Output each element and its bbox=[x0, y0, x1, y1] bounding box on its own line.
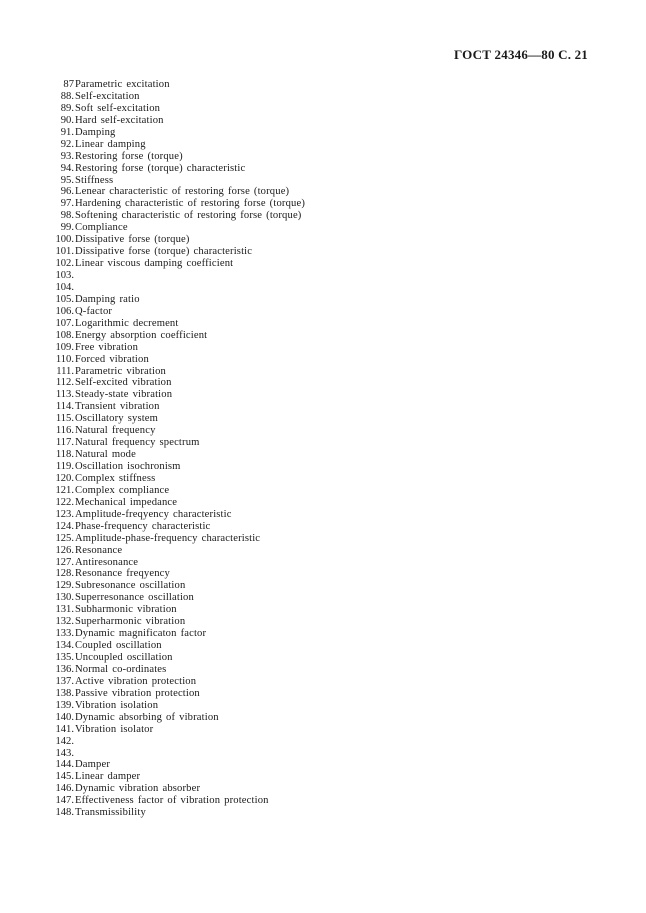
term-row bbox=[50, 270, 590, 282]
term-row bbox=[50, 318, 590, 330]
term-text: Dynamic vibration absorber bbox=[75, 783, 201, 795]
term-text: Lenear characteristic of restoring forse (torque) bbox=[75, 186, 290, 198]
term-text: Uncoupled oscillation bbox=[75, 652, 173, 663]
term-row bbox=[50, 79, 590, 91]
term-number: 122. bbox=[55, 496, 74, 508]
term-text: Coupled oscillation bbox=[75, 640, 162, 652]
term-text: Restoring forse (torque) characteristic bbox=[75, 162, 246, 174]
term-row bbox=[50, 294, 590, 306]
term-row bbox=[50, 198, 590, 210]
term-number: 110. bbox=[55, 353, 74, 365]
term-number: 141. bbox=[55, 723, 74, 735]
term-row bbox=[50, 389, 590, 401]
term-number: 132. bbox=[55, 616, 74, 628]
term-row bbox=[50, 258, 590, 270]
term-number: 88. bbox=[60, 90, 74, 102]
term-text: Soft self-excitation bbox=[75, 102, 161, 114]
term-number: 131. bbox=[55, 604, 74, 616]
term-number: 146. bbox=[55, 783, 74, 795]
term-number: 120. bbox=[55, 472, 74, 484]
term-number: 100. bbox=[55, 234, 74, 246]
term-number: 97. bbox=[60, 198, 74, 210]
term-row bbox=[50, 461, 590, 473]
term-text: Self-excitation bbox=[75, 90, 140, 102]
term-number: 145. bbox=[55, 771, 74, 783]
term-list bbox=[50, 79, 590, 819]
term-number: 92. bbox=[60, 138, 74, 150]
term-row bbox=[50, 783, 590, 795]
term-row bbox=[50, 533, 590, 545]
term-row bbox=[50, 163, 590, 175]
term-text: Damping bbox=[75, 126, 116, 138]
term-row bbox=[50, 449, 590, 461]
term-text: Complex stiffness bbox=[75, 472, 156, 484]
term-number: 116. bbox=[55, 425, 74, 437]
term-text: Dissipative forse (torque) bbox=[75, 234, 190, 246]
term-row bbox=[50, 366, 590, 378]
term-text: Normal co-ordinates bbox=[75, 663, 167, 675]
term-text: Subresonance oscillation bbox=[75, 580, 186, 592]
term-text: Effectiveness factor of vibration protection bbox=[75, 795, 269, 807]
term-text: Vibration isolation bbox=[75, 699, 159, 711]
term-number: 87 bbox=[63, 79, 74, 90]
term-row bbox=[50, 664, 590, 676]
term-row bbox=[50, 127, 590, 139]
term-row bbox=[50, 748, 590, 760]
term-number: 94. bbox=[60, 162, 74, 174]
term-text: Parametric excitation bbox=[75, 79, 170, 90]
term-text: Active vibration protection bbox=[75, 675, 197, 687]
term-number: 90. bbox=[60, 114, 74, 126]
term-row bbox=[50, 401, 590, 413]
term-number: 124. bbox=[55, 520, 74, 532]
term-text: Phase-frequency characteristic bbox=[75, 520, 211, 532]
term-row bbox=[50, 437, 590, 449]
term-text: Compliance bbox=[75, 222, 128, 234]
term-row bbox=[50, 771, 590, 783]
term-text: Natural frequency bbox=[75, 425, 156, 437]
term-row bbox=[50, 712, 590, 724]
term-text: Oscillatory system bbox=[75, 413, 159, 425]
term-number: 121. bbox=[55, 484, 74, 496]
term-row bbox=[50, 592, 590, 604]
term-text: Damper bbox=[75, 759, 111, 771]
term-text: Linear damping bbox=[75, 138, 146, 150]
term-row bbox=[50, 795, 590, 807]
term-number: 138. bbox=[55, 687, 74, 699]
term-text: Transmissibility bbox=[75, 807, 146, 819]
term-row bbox=[50, 413, 590, 425]
term-text: Transient vibration bbox=[75, 401, 160, 413]
term-text: Hard self-excitation bbox=[75, 114, 164, 126]
term-number: 106. bbox=[55, 305, 74, 317]
term-row bbox=[50, 342, 590, 354]
term-text: Free vibration bbox=[75, 341, 139, 353]
term-number: 109. bbox=[55, 341, 74, 353]
term-text: Damping ratio bbox=[75, 293, 140, 305]
term-number: 113. bbox=[55, 389, 74, 401]
term-number: 117. bbox=[55, 437, 74, 449]
term-row bbox=[50, 103, 590, 115]
term-row bbox=[50, 568, 590, 580]
term-text: Linear damper bbox=[75, 771, 141, 783]
term-number: 114. bbox=[55, 401, 74, 413]
term-text: Complex compliance bbox=[75, 484, 170, 496]
term-text: Subharmonic vibration bbox=[75, 604, 177, 616]
term-number: 139. bbox=[55, 699, 74, 711]
term-number: 99. bbox=[60, 222, 74, 234]
term-number: 147. bbox=[55, 795, 74, 807]
term-text: Amplitude-phase-frequency characteristic bbox=[75, 532, 261, 544]
term-row bbox=[50, 676, 590, 688]
term-number: 130. bbox=[55, 592, 74, 604]
term-number: 148. bbox=[55, 807, 74, 819]
term-row bbox=[50, 604, 590, 616]
term-number: 125. bbox=[55, 532, 74, 544]
term-row bbox=[50, 222, 590, 234]
term-row bbox=[50, 306, 590, 318]
term-text: Dissipative forse (torque) characteristic bbox=[75, 246, 253, 258]
term-text: Energy absorption coefficient bbox=[75, 329, 208, 341]
term-number: 89. bbox=[60, 102, 74, 114]
term-row bbox=[50, 139, 590, 151]
term-number: 104. bbox=[55, 281, 74, 293]
term-row bbox=[50, 115, 590, 127]
term-row bbox=[50, 652, 590, 664]
term-text: Natural mode bbox=[75, 449, 136, 461]
term-text: Hardening characteristic of restoring forse (torque) bbox=[75, 198, 305, 210]
term-row bbox=[50, 807, 590, 819]
term-text: Resonance freqyency bbox=[75, 568, 170, 580]
term-text: Linear viscous damping coefficient bbox=[75, 258, 234, 270]
term-row bbox=[50, 759, 590, 771]
term-row bbox=[50, 151, 590, 163]
term-number: 129. bbox=[55, 580, 74, 592]
term-text: Dynamic absorbing of vibration bbox=[75, 711, 219, 723]
term-row bbox=[50, 736, 590, 748]
term-row bbox=[50, 234, 590, 246]
term-row bbox=[50, 246, 590, 258]
term-text: Amplitude-freqyency characteristic bbox=[75, 508, 232, 520]
term-number: 136. bbox=[55, 663, 74, 675]
term-number: 108. bbox=[55, 329, 74, 341]
term-number: 137. bbox=[55, 675, 74, 687]
term-row bbox=[50, 354, 590, 366]
term-text: Self-excited vibration bbox=[75, 377, 172, 389]
term-text: Natural frequency spectrum bbox=[75, 437, 200, 449]
term-number: 102. bbox=[55, 258, 74, 270]
term-number: 126. bbox=[55, 544, 74, 556]
term-number: 133. bbox=[55, 628, 74, 640]
term-text: Stiffness bbox=[75, 174, 114, 186]
term-number: 98. bbox=[60, 210, 74, 222]
term-text: Q-factor bbox=[75, 305, 113, 317]
term-row bbox=[50, 616, 590, 628]
page-header: ГОСТ 24346—80 С. 21 bbox=[454, 47, 588, 62]
term-text: Superharmonic vibration bbox=[75, 616, 186, 628]
term-number: 118. bbox=[55, 449, 74, 461]
term-text: Steady-state vibration bbox=[75, 389, 173, 401]
term-row bbox=[50, 425, 590, 437]
term-row bbox=[50, 485, 590, 497]
term-text: Superresonance oscillation bbox=[75, 592, 194, 604]
term-row bbox=[50, 282, 590, 294]
term-number: 103. bbox=[55, 270, 74, 281]
term-number: 107. bbox=[55, 317, 74, 329]
term-row bbox=[50, 724, 590, 736]
term-number: 144. bbox=[55, 759, 74, 771]
term-number: 127. bbox=[55, 556, 74, 568]
term-row bbox=[50, 497, 590, 509]
term-text: Passive vibration protection bbox=[75, 687, 200, 699]
term-row bbox=[50, 688, 590, 700]
term-number: 101. bbox=[55, 246, 74, 258]
term-number: 111. bbox=[56, 365, 74, 377]
term-row bbox=[50, 330, 590, 342]
term-row bbox=[50, 175, 590, 187]
term-row bbox=[50, 521, 590, 533]
term-number: 105. bbox=[55, 293, 74, 305]
term-text: Resonance bbox=[75, 544, 123, 556]
term-row bbox=[50, 210, 590, 222]
term-row bbox=[50, 580, 590, 592]
term-text: Mechanical impedance bbox=[75, 496, 178, 508]
term-number: 135. bbox=[55, 652, 74, 663]
term-text: Logarithmic decrement bbox=[75, 317, 179, 329]
term-number: 115. bbox=[55, 413, 74, 425]
term-number: 128. bbox=[55, 568, 74, 580]
term-row bbox=[50, 640, 590, 652]
term-text: Restoring forse (torque) bbox=[75, 150, 183, 162]
term-number: 91. bbox=[60, 126, 74, 138]
term-row bbox=[50, 377, 590, 389]
term-text: Vibration isolator bbox=[75, 723, 154, 735]
term-row bbox=[50, 186, 590, 198]
term-number: 142. bbox=[55, 735, 74, 747]
term-row bbox=[50, 628, 590, 640]
term-number: 96. bbox=[60, 186, 74, 198]
term-text: Oscillation isochronism bbox=[75, 461, 181, 472]
term-text: Dynamic magnificaton factor bbox=[75, 628, 207, 640]
term-number: 134. bbox=[55, 640, 74, 652]
term-number: 143. bbox=[55, 747, 74, 759]
term-number: 112. bbox=[55, 377, 74, 389]
term-text: Parametric vibration bbox=[75, 365, 166, 377]
term-text: Forced vibration bbox=[75, 353, 149, 365]
term-row bbox=[50, 509, 590, 521]
term-number: 93. bbox=[60, 150, 74, 162]
term-number: 95. bbox=[60, 174, 74, 186]
term-number: 119. bbox=[55, 461, 74, 472]
term-row bbox=[50, 545, 590, 557]
term-text: Softening characteristic of restoring forse (torque) bbox=[75, 210, 302, 222]
term-number: 140. bbox=[55, 711, 74, 723]
term-row bbox=[50, 91, 590, 103]
term-row bbox=[50, 700, 590, 712]
term-number: 123. bbox=[55, 508, 74, 520]
term-row bbox=[50, 473, 590, 485]
term-row bbox=[50, 557, 590, 569]
term-text: Antiresonance bbox=[75, 556, 139, 568]
